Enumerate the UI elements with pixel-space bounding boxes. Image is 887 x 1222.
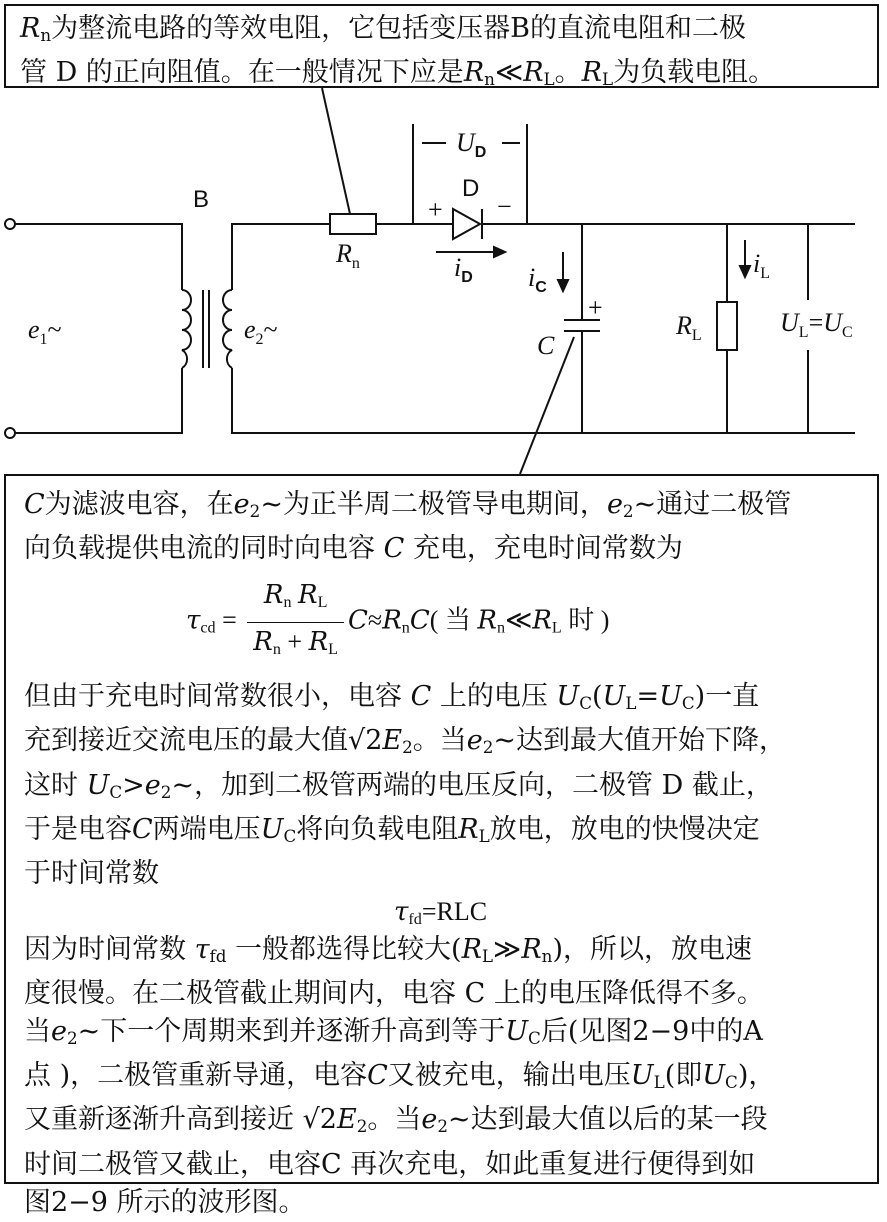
p1-text-c: 通过二极管 bbox=[656, 489, 792, 520]
p1-text-e: 充电，充电时间常数为 bbox=[412, 533, 683, 565]
diode-symbol bbox=[453, 209, 480, 239]
formula-1: $\tau_{cd}$ = $\frac{R_n R_L}{R_n + R_L}$ $C\approx R_nC$( 当 $R_n≪R_L$ 时 ) bbox=[186, 576, 609, 669]
much-greater-symbol: ≫ bbox=[493, 933, 522, 965]
p3-text-3c: 后(见图2−9中的A bbox=[540, 1016, 763, 1048]
top-note-period: 。 bbox=[554, 57, 582, 89]
formula-charge-tau bbox=[24, 568, 859, 678]
p2-text-2a: 充到接近交流电压的最大值 bbox=[24, 725, 348, 757]
paragraph-3-line-7: 图2−9 所示的波形图。 bbox=[24, 1186, 306, 1218]
top-note-text-3: 为负载电阻。 bbox=[613, 57, 776, 89]
paragraph-3-line-5: 又重新逐渐升高到接近 $√2E_2$。当$e_2\sim$达到最大值以后的某一段 bbox=[24, 1104, 768, 1137]
formula-1-fraction: $\frac{R_n R_L}{R_n + R_L}$ bbox=[247, 576, 344, 669]
paragraph-1-line-2: 向负载提供电流的同时向电容 C 充电，充电时间常数为 bbox=[24, 533, 683, 565]
p2-text-1c: 一直 bbox=[705, 681, 760, 713]
primary-wire-top bbox=[15, 224, 182, 290]
p2-text-3a: 这时 bbox=[24, 769, 78, 801]
p3-text-1b: 一般都选得比较大( bbox=[235, 933, 462, 965]
rectifier-circuit-diagram bbox=[0, 0, 887, 480]
p3-text-4b: 又被充电，输出电压 bbox=[387, 1060, 631, 1092]
transformer-label: B bbox=[193, 186, 210, 213]
p3-text-4c: (即 bbox=[664, 1060, 703, 1092]
p2-text-3b: ，加到二极管两端的电压反向，二极管 D 截止， bbox=[194, 769, 773, 801]
id-label: $i_D$ bbox=[454, 253, 473, 286]
input-terminal-bottom bbox=[5, 428, 15, 438]
paragraph-2-line-4: 于是电容C两端电压$U_C$将向负载电阻$R_L$放电，放电的快慢决定 bbox=[24, 813, 760, 846]
il-arrow-head bbox=[740, 266, 750, 277]
rl-resistor bbox=[717, 302, 737, 350]
formula-2: $\tau_{fd}=RLC$ bbox=[394, 896, 488, 928]
p3-text-4d: )， bbox=[737, 1060, 776, 1092]
paragraph-2-line-2: 充到接近交流电压的最大值$√2E_2$。当$e_2\sim$达到最大值开始下降， bbox=[24, 725, 787, 758]
leader-line-top bbox=[322, 88, 350, 214]
ic-label: $i_C$ bbox=[528, 263, 547, 296]
output-voltage-label: $U_L=U_C$ bbox=[780, 308, 853, 341]
p2-text-1b: 上的电压 bbox=[439, 681, 548, 713]
il-label: $i_L$ bbox=[753, 249, 771, 282]
paragraph-3-line-6: 时间二极管又截止，电容C 再次充电，如此重复进行便得到如 bbox=[24, 1148, 756, 1180]
bottom-rail bbox=[232, 368, 855, 433]
rl-label: $R_L$ bbox=[676, 311, 702, 344]
id-arrow-head bbox=[494, 247, 505, 257]
paragraph-3-line-1: 因为时间常数 $\tau_{fd}$ 一般都选得比较大$(R_L≫R_n)$，所以，放电速 bbox=[24, 933, 752, 967]
paragraph-2-line-3: 这时 $U_C>e_2\sim$，加到二极管两端的电压反向，二极管 D 截止， bbox=[24, 769, 773, 802]
top-note-line-2: 管 D 的正向阻值。在一般情况下应是$R_n≪R_L$。$R_L$为负载电阻。 bbox=[20, 57, 776, 90]
p3-text-5c: 达到最大值以后的某一段 bbox=[470, 1104, 768, 1136]
p1-text-b: 为正半周二极管导电期间， bbox=[282, 489, 607, 520]
rn-symbol: $R_n$ bbox=[20, 13, 52, 46]
p3-text-1a: 因为时间常数 bbox=[24, 933, 186, 965]
p3-text-3a: 当 bbox=[24, 1016, 51, 1048]
paragraph-2-line-5: 于时间常数 bbox=[24, 857, 159, 889]
diode-label: D bbox=[462, 175, 480, 202]
paragraph-3-line-4: 点 )，二极管重新导通，电容C又被充电，输出电压$U_L$(即$U_C$)， bbox=[24, 1060, 776, 1093]
p3-text-5a: 又重新逐渐升高到接近 bbox=[24, 1104, 294, 1136]
secondary-label: $e_2\sim$ bbox=[244, 315, 278, 348]
diode-plus-label: + bbox=[428, 195, 443, 224]
much-less-symbol: ≪ bbox=[494, 57, 524, 89]
primary-label: $e_1\sim$ bbox=[28, 315, 62, 348]
p2-text-2d: 达到最大值开始下降， bbox=[516, 725, 787, 757]
ud-label: $U_D$ bbox=[456, 128, 487, 161]
paragraph-3-line-3: 当$e_2\sim$下一个周期来到并逐渐升高到等于$U_C$后(见图2−9中的A bbox=[24, 1016, 763, 1049]
p3-text-1d: )，所以，放电速 bbox=[552, 933, 752, 965]
paragraph-1-line-1: C为滤波电容，在$e_2\sim$为正半周二极管导电期间，$e_2\sim$通过二极管 bbox=[24, 489, 792, 522]
p3-text-3b: 下一个周期来到并逐渐升高到等于 bbox=[100, 1016, 506, 1048]
formula-discharge-tau bbox=[24, 893, 859, 931]
cap-label: C bbox=[537, 331, 555, 360]
top-note-text-2: 管 D 的正向阻值。在一般情况下应是 bbox=[20, 57, 464, 89]
rn-label: $R_n$ bbox=[336, 239, 360, 272]
p1-text-a: 为滤波电容，在 bbox=[44, 489, 234, 520]
top-note-text-1: 为整流电路的等效电阻，它包括变压器B的直流电阻和二极 bbox=[51, 13, 746, 44]
primary-wire-bottom bbox=[15, 368, 182, 433]
sqrt2-symbol: √2 bbox=[348, 725, 383, 757]
paragraph-3-line-2: 度很慢。在二极管截止期间内，电容 C 上的电压降低得不多。 bbox=[24, 978, 764, 1010]
p2-text-1a: 但由于充电时间常数很小，电容 bbox=[24, 681, 402, 713]
input-terminal-top bbox=[5, 219, 15, 229]
p2-text-4b: 两端电压 bbox=[152, 813, 261, 845]
secondary-wire-top bbox=[232, 224, 330, 290]
ic-arrow-head bbox=[558, 280, 568, 291]
p2-text-4c: 将向负载电阻 bbox=[296, 813, 459, 845]
p2-text-2c: 。当 bbox=[412, 725, 467, 757]
p1-text-d: 向负载提供电流的同时向电容 bbox=[24, 533, 375, 565]
diode-minus-label: − bbox=[497, 192, 512, 221]
p2-text-4a: 于是电容 bbox=[24, 813, 132, 845]
bottom-annotation-box bbox=[4, 474, 879, 1218]
p2-text-4d: 放电，放电的快慢决定 bbox=[489, 813, 760, 845]
secondary-coil bbox=[223, 290, 232, 368]
p3-text-5b: 。当 bbox=[367, 1104, 422, 1136]
p3-text-4a: 点 )，二极管重新导通，电容 bbox=[24, 1060, 368, 1092]
rn-resistor bbox=[330, 214, 376, 234]
primary-coil bbox=[182, 290, 191, 368]
cap-plus-label: + bbox=[588, 293, 603, 322]
paragraph-2-line-1: 但由于充电时间常数很小，电容 C 上的电压 $U_C(U_L=U_C)$一直 bbox=[24, 681, 760, 714]
